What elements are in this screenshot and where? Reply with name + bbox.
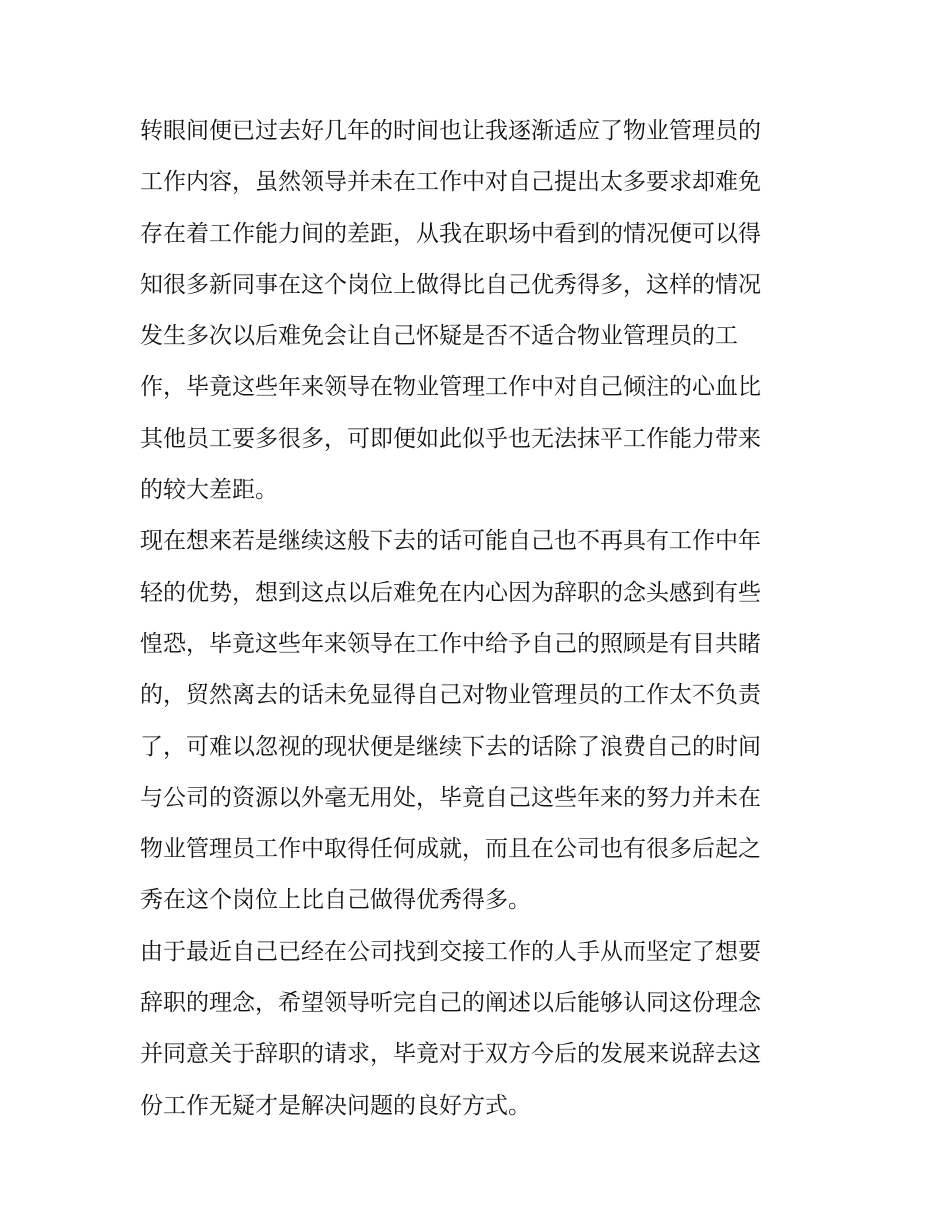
- text-line: 作，毕竟这些年来领导在物业管理工作中对自己倾注的心血比: [140, 374, 761, 401]
- text-line: 其他员工要多很多，可即便如此似乎也无法抹平工作能力带来: [140, 425, 761, 452]
- document-body: [140, 106, 820, 1132]
- text-line: 的较大差距。: [140, 477, 278, 504]
- text-line: 知很多新同事在这个岗位上做得比自己优秀得多，这样的情况: [140, 271, 761, 298]
- text-line: 惶恐，毕竟这些年来领导在工作中给予自己的照顾是有目共睹: [140, 630, 761, 657]
- text-line: 工作内容，虽然领导并未在工作中对自己提出太多要求却难免: [140, 169, 761, 196]
- text-line: 秀在这个岗位上比自己做得优秀得多。: [140, 887, 531, 914]
- text-line: 现在想来若是继续这般下去的话可能自己也不再具有工作中年: [140, 528, 761, 555]
- text-line: 并同意关于辞职的请求，毕竟对于双方今后的发展来说辞去这: [140, 1041, 761, 1068]
- text-line: 的，贸然离去的话未免显得自己对物业管理员的工作太不负责: [140, 682, 761, 709]
- text-line: 辞职的理念，希望领导听完自己的阐述以后能够认同这份理念: [140, 990, 761, 1017]
- text-line: 轻的优势，想到这点以后难免在内心因为辞职的念头感到有些: [140, 579, 761, 606]
- text-line: 转眼间便已过去好几年的时间也让我逐渐适应了物业管理员的: [140, 118, 761, 144]
- text-line: 了，可难以忽视的现状便是继续下去的话除了浪费自己的时间: [140, 733, 761, 760]
- text-line: 存在着工作能力间的差距，从我在职场中看到的情况便可以得: [140, 220, 761, 247]
- text-line: 份工作无疑才是解决问题的良好方式。: [140, 1092, 531, 1119]
- text-line: 由于最近自己已经在公司找到交接工作的人手从而坚定了想要: [140, 938, 761, 965]
- text-line: 与公司的资源以外毫无用处，毕竟自己这些年来的努力并未在: [140, 784, 761, 811]
- text-line: 发生多次以后难免会让自己怀疑是否不适合物业管理员的工: [140, 323, 738, 350]
- text-line: 物业管理员工作中取得任何成就，而且在公司也有很多后起之: [140, 836, 761, 863]
